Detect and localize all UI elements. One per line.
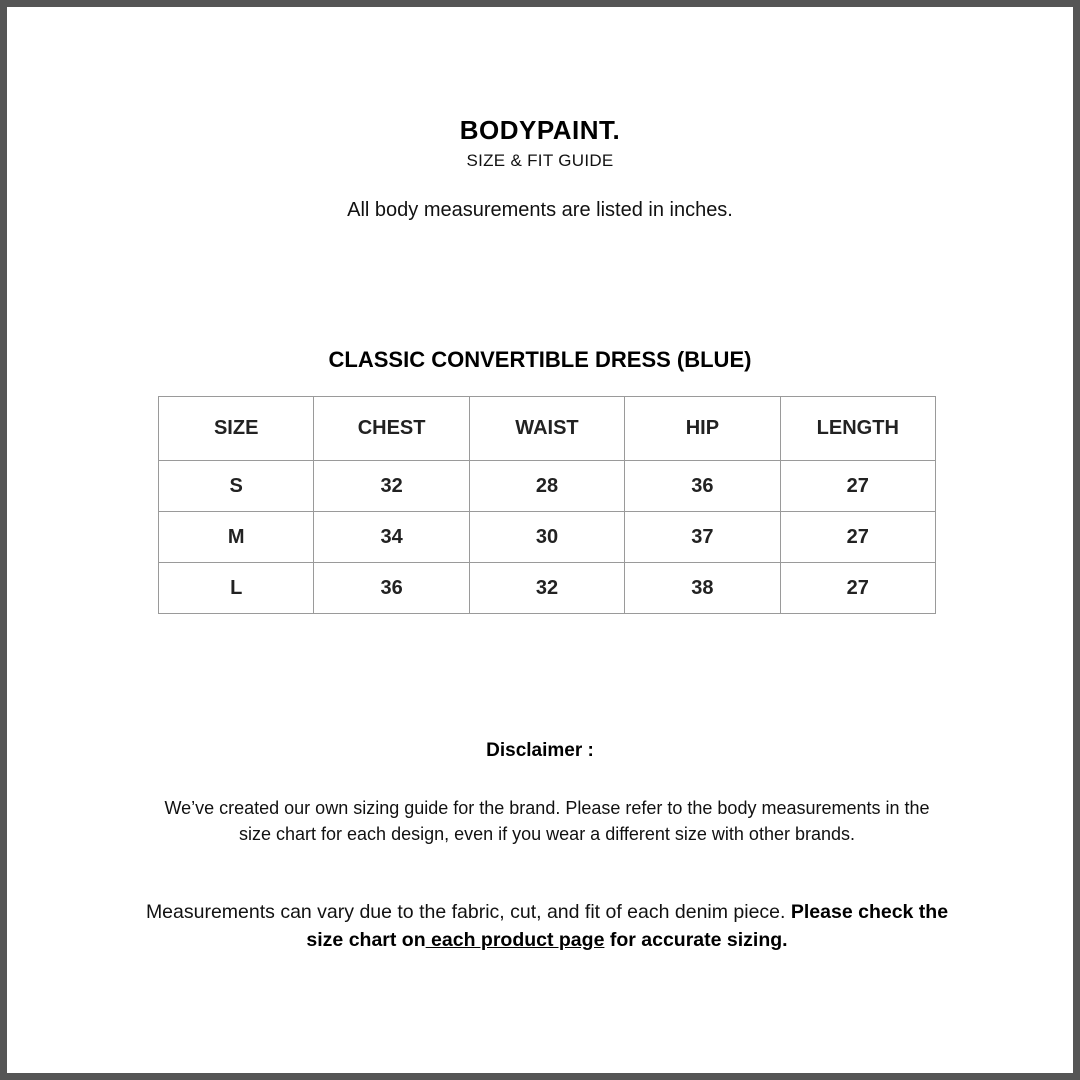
table-cell: 28 <box>469 461 624 512</box>
column-header-size: SIZE <box>159 397 314 461</box>
table-row <box>159 563 936 614</box>
column-header-waist: WAIST <box>469 397 624 461</box>
table-cell: 34 <box>314 512 469 563</box>
product-title: CLASSIC CONVERTIBLE DRESS (BLUE) <box>328 347 752 372</box>
disclaimer-note-text: Measurements can vary due to the fabric, cut, and fit of each denim piece. <box>145 901 791 923</box>
table-cell: 27 <box>780 512 935 563</box>
disclaimer-title: Disclaimer : <box>486 740 594 761</box>
column-header-hip: HIP <box>625 397 780 461</box>
table-cell: 30 <box>469 512 624 563</box>
table-cell: 27 <box>780 461 935 512</box>
table-cell: 32 <box>469 563 624 614</box>
disclaimer-note-emphasis: Please check the size chart on <box>306 901 949 951</box>
product-page-link[interactable]: each product page <box>425 929 605 951</box>
table-cell: 36 <box>314 563 469 614</box>
table-cell: S <box>159 461 314 512</box>
guide-subtitle: SIZE & FIT GUIDE <box>466 151 614 170</box>
table-row <box>159 512 936 563</box>
table-cell: 37 <box>625 512 780 563</box>
column-header-chest: CHEST <box>314 397 469 461</box>
table-cell: 32 <box>314 461 469 512</box>
brand-title: BODYPAINT. <box>459 115 621 145</box>
disclaimer-note <box>127 898 967 954</box>
table-cell: M <box>159 512 314 563</box>
table-cell: 38 <box>625 563 780 614</box>
column-header-length: LENGTH <box>780 397 935 461</box>
table-cell: 36 <box>625 461 780 512</box>
table-row <box>159 461 936 512</box>
table-cell: L <box>159 563 314 614</box>
table-header-row <box>159 397 936 461</box>
units-note: All body measurements are listed in inches. <box>347 199 733 221</box>
size-chart-table <box>158 396 936 614</box>
table-cell: 27 <box>780 563 935 614</box>
disclaimer-paragraph: We’ve created our own sizing guide for the brand. Please refer to the body measurements in the size chart for each design, even if you wear a different size with other brands. <box>164 798 930 844</box>
disclaimer-note-ending: for accurate sizing. <box>604 929 788 951</box>
